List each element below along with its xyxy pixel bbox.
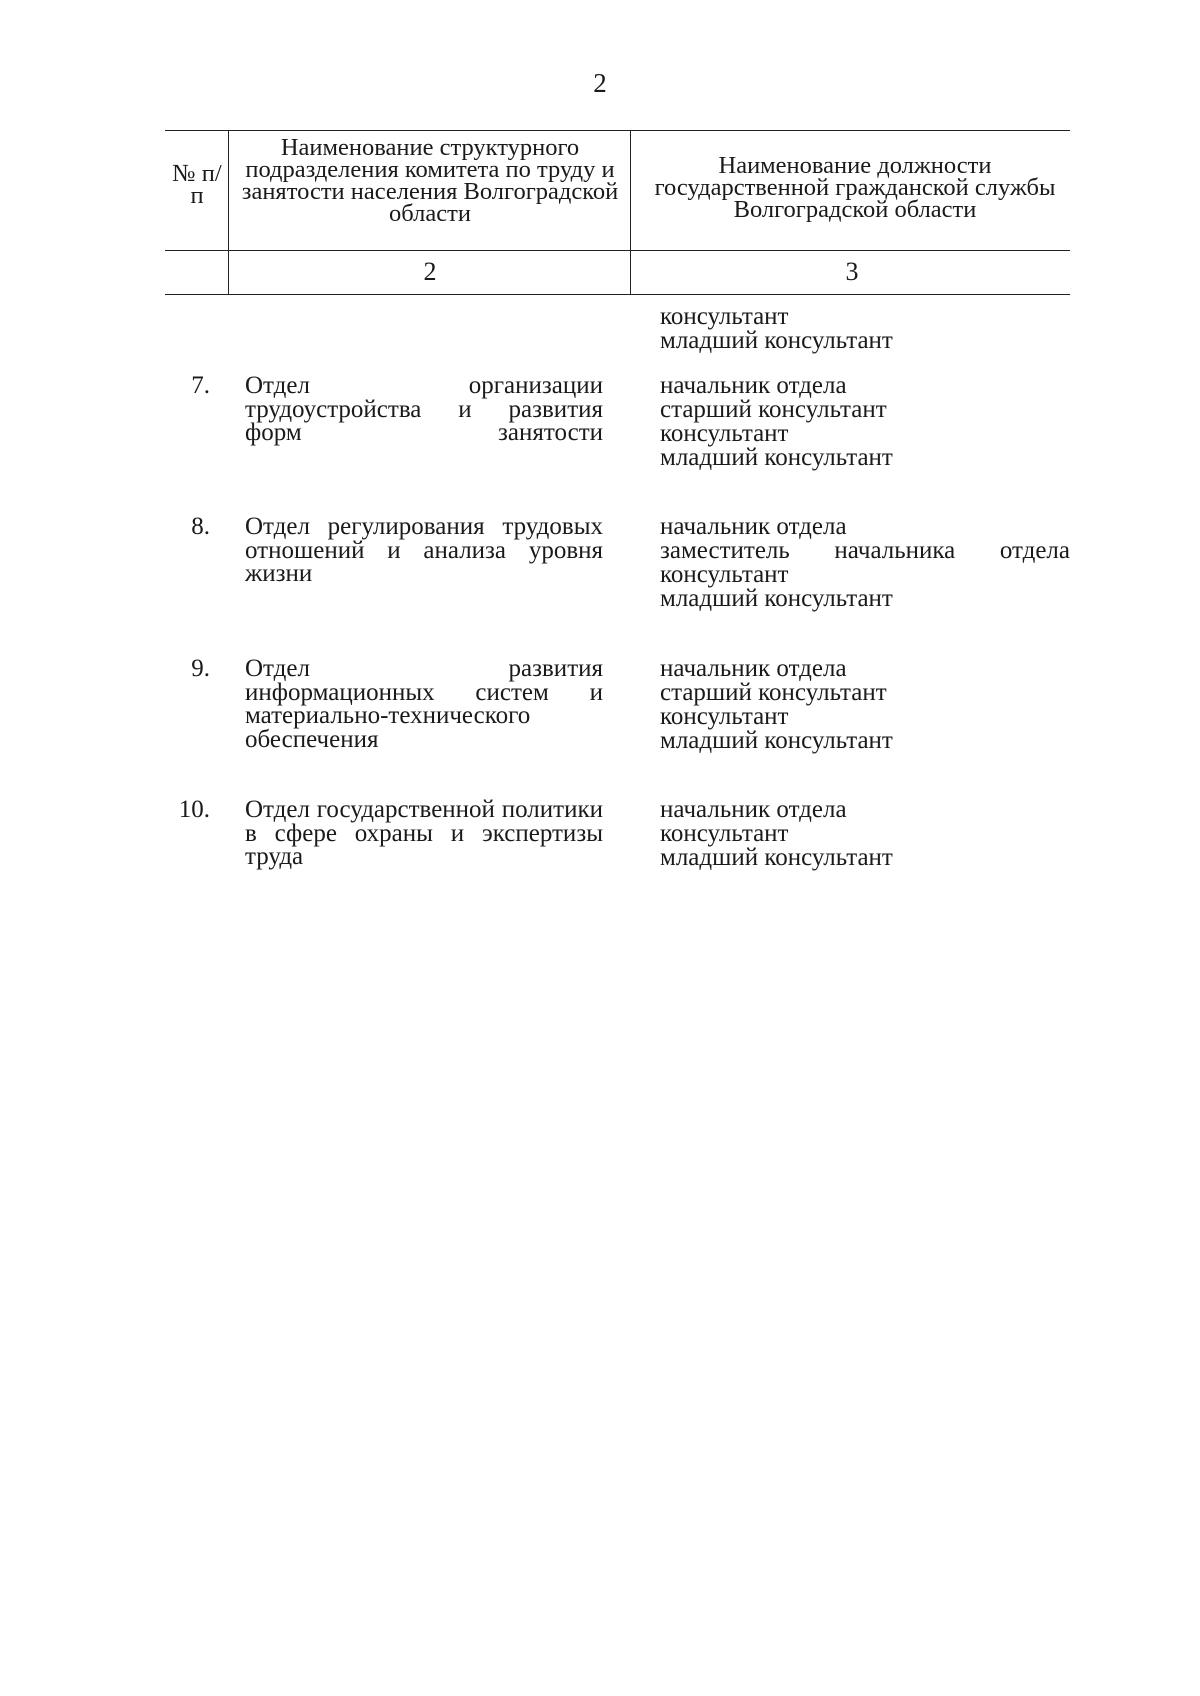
department-name-text: Отдел государственной политики в сфере охраны и экспертизы труда <box>245 796 603 870</box>
department-name-text: Отдел организации трудоустройства и развития форм занятости <box>245 372 603 446</box>
row-number: 7. <box>191 372 210 399</box>
column-divider-2 <box>630 130 631 294</box>
header-department-column: Наименование структурного подразделения комитета по труду и занятости населения Волгоградской области <box>241 134 619 227</box>
header-number-column: № п/п <box>172 160 222 209</box>
department-name <box>245 657 603 751</box>
position-item: начальник отдела <box>660 372 847 399</box>
department-name <box>245 798 603 869</box>
position-item: старший консультант <box>660 679 887 706</box>
row-number: 8. <box>191 513 210 540</box>
department-name-text: Отдел регулирования трудовых отношений и анализа уровня жизни <box>245 513 603 587</box>
position-item: младший консультант <box>660 844 893 871</box>
position-item: консультант <box>660 420 789 447</box>
header-position-column: Наименование должности государственной гражданской службы Волгоградской области <box>654 152 1056 223</box>
position-item: консультант <box>660 561 789 588</box>
header-bottom-rule <box>165 250 1070 251</box>
position-item: начальник отдела <box>660 513 847 540</box>
department-name <box>245 515 603 586</box>
column-number-2: 2 <box>423 257 437 286</box>
position-list <box>660 374 1070 470</box>
department-name-text: Отдел развития информационных систем и материально-технического обеспечения <box>245 655 603 753</box>
position-item: консультант <box>660 303 789 330</box>
position-list <box>660 657 1070 753</box>
position-item: старший консультант <box>660 396 887 423</box>
position-item: младший консультант <box>660 327 893 354</box>
position-item: младший консультант <box>660 444 893 471</box>
position-item: консультант <box>660 820 789 847</box>
row-number: 9. <box>191 655 210 682</box>
page-number: 2 <box>593 68 607 98</box>
column-number-3: 3 <box>845 257 859 286</box>
table-top-rule <box>165 130 1070 131</box>
position-item: младший консультант <box>660 727 893 754</box>
position-item: заместитель начальника отдела <box>660 537 1070 564</box>
row-number: 10. <box>178 796 210 823</box>
department-name <box>245 374 603 445</box>
position-item: младший консультант <box>660 585 893 612</box>
continuation-positions <box>660 305 1070 353</box>
position-item: консультант <box>660 703 789 730</box>
position-list <box>660 798 1070 870</box>
column-numbers-bottom-rule <box>165 294 1070 295</box>
position-item: начальник отдела <box>660 655 847 682</box>
position-list <box>660 515 1070 611</box>
column-divider-1 <box>228 130 229 294</box>
position-item: начальник отдела <box>660 796 847 823</box>
